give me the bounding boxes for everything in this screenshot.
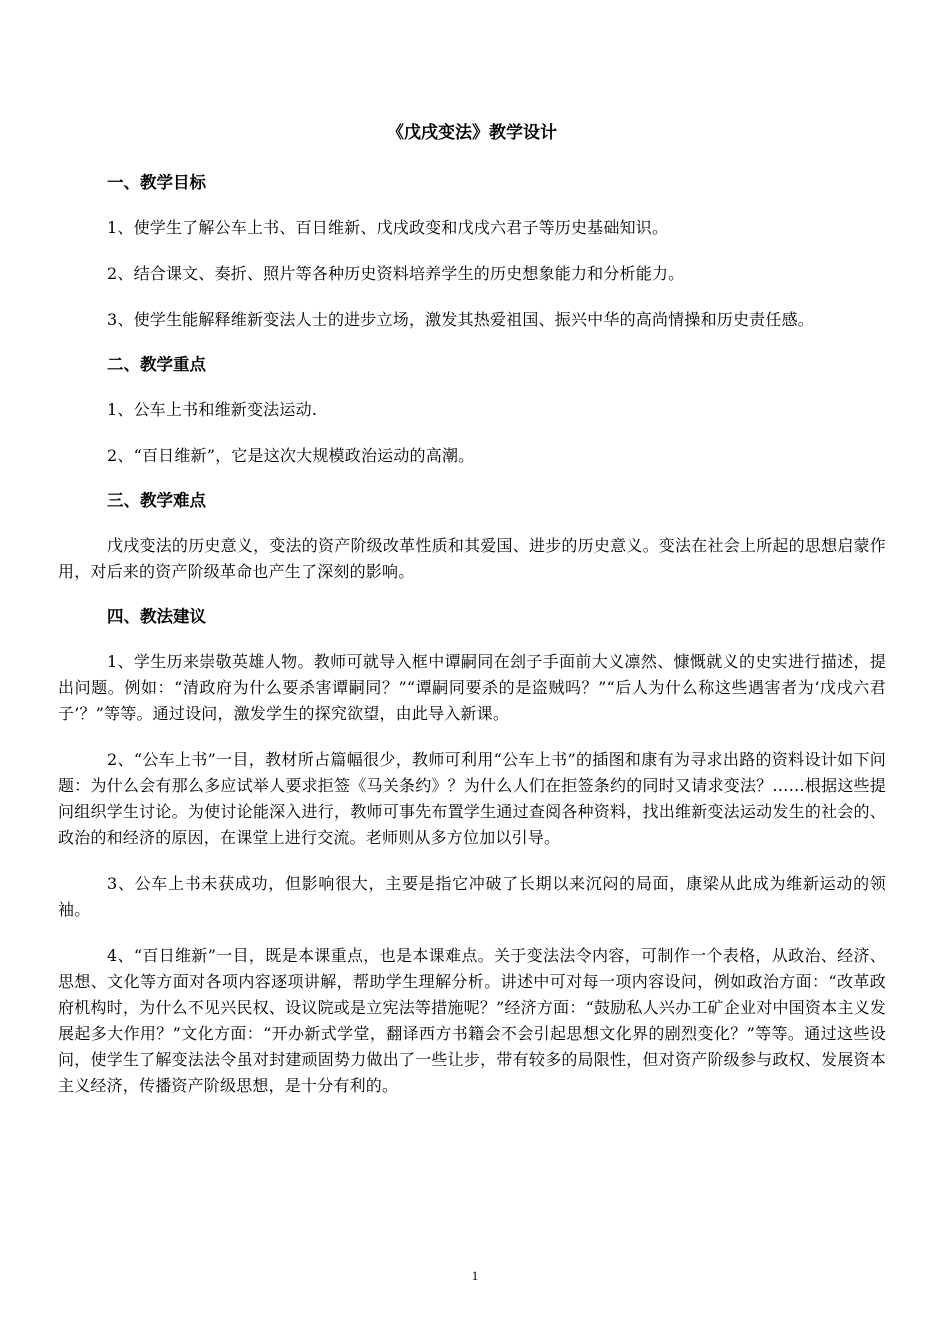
document-body <box>58 121 886 1119</box>
paragraph: 1、使学生了解公车上书、百日维新、戊戌政变和戊戌六君子等历史基础知识。 <box>107 218 669 237</box>
page-title: 《戊戌变法》教学设计 <box>387 123 557 143</box>
page-number: 1 <box>471 1268 479 1283</box>
paragraph: 3、公车上书未获成功，但影响很大，主要是指它冲破了长期以来沉闷的局面，康梁从此成为维新运动的领袖。 <box>58 874 886 919</box>
paragraph: 2、“公车上书”一目，教材所占篇幅很少，教师可利用“公车上书”的插图和康有为寻求出路的资料设计如下问题：为什么会有那么多应试举人要求拒签《马关条约》？为什么人们在拒签条约的同时又请求变法？……根据这些提问组织学生讨论。为使讨论能深入进行，教师可事先布置学生通过查阅各种资料，找出维新变法运动发生的社会的、政治的和经济的原因，在课堂上进行交流。老师则从多方位加以引导。 <box>58 750 886 847</box>
paragraph: 戊戌变法的历史意义，变法的资产阶级改革性质和其爱国、进步的历史意义。变法在社会上所起的思想启蒙作用，对后来的资产阶级革命也产生了深刻的影响。 <box>58 536 886 581</box>
paragraph: 3、使学生能解释维新变法人士的进步立场，激发其热爱祖国、振兴中华的高尚情操和历史责任感。 <box>107 310 814 329</box>
paragraph: 4、“百日维新”一目，既是本课重点，也是本课难点。关于变法法令内容，可制作一个表格，从政治、经济、思想、文化等方面对各项内容逐项讲解，帮助学生理解分析。讲述中可对每一项内容设问，例如政治方面：“改革政府机构时，为什么不见兴民权、设议院或是立宪法等措施呢？”经济方面：“鼓励私人兴办工矿企业对中国资本主义发展起多大作用？”文化方面：“开办新式学堂，翻译西方书籍会不会引起思想文化界的剧烈变化？”等等。通过这些设问，使学生了解变法法令虽对封建顽固势力做出了一些让步，带有较多的局限性，但对资产阶级参与政权、发展资本主义经济，传播资产阶级思想，是十分有利的。 <box>58 946 886 1095</box>
paragraph: 1、学生历来崇敬英雄人物。教师可就导入框中谭嗣同在刽子手面前大义凛然、慷慨就义的史实进行描述，提出问题。例如：“清政府为什么要杀害谭嗣同？”“谭嗣同要杀的是盗贼吗？”“后人为什么称这些遇害者为‘戊戌六君子’？”等等。通过设问，激发学生的探究欲望，由此导入新课。 <box>58 652 886 723</box>
paragraph: 2、结合课文、奏折、照片等各种历史资料培养学生的历史想象能力和分析能力。 <box>107 264 685 283</box>
paragraph: 1、公车上书和维新变法运动. <box>107 400 318 419</box>
section-heading-key-points: 二、教学重点 <box>107 355 206 374</box>
paragraph: 2、“百日维新”，它是这次大规模政治运动的高潮。 <box>107 446 475 465</box>
section-heading-objectives: 一、教学目标 <box>107 173 206 192</box>
section-heading-teaching-suggestions: 四、教法建议 <box>107 607 206 626</box>
section-heading-difficulties: 三、教学难点 <box>107 491 206 510</box>
